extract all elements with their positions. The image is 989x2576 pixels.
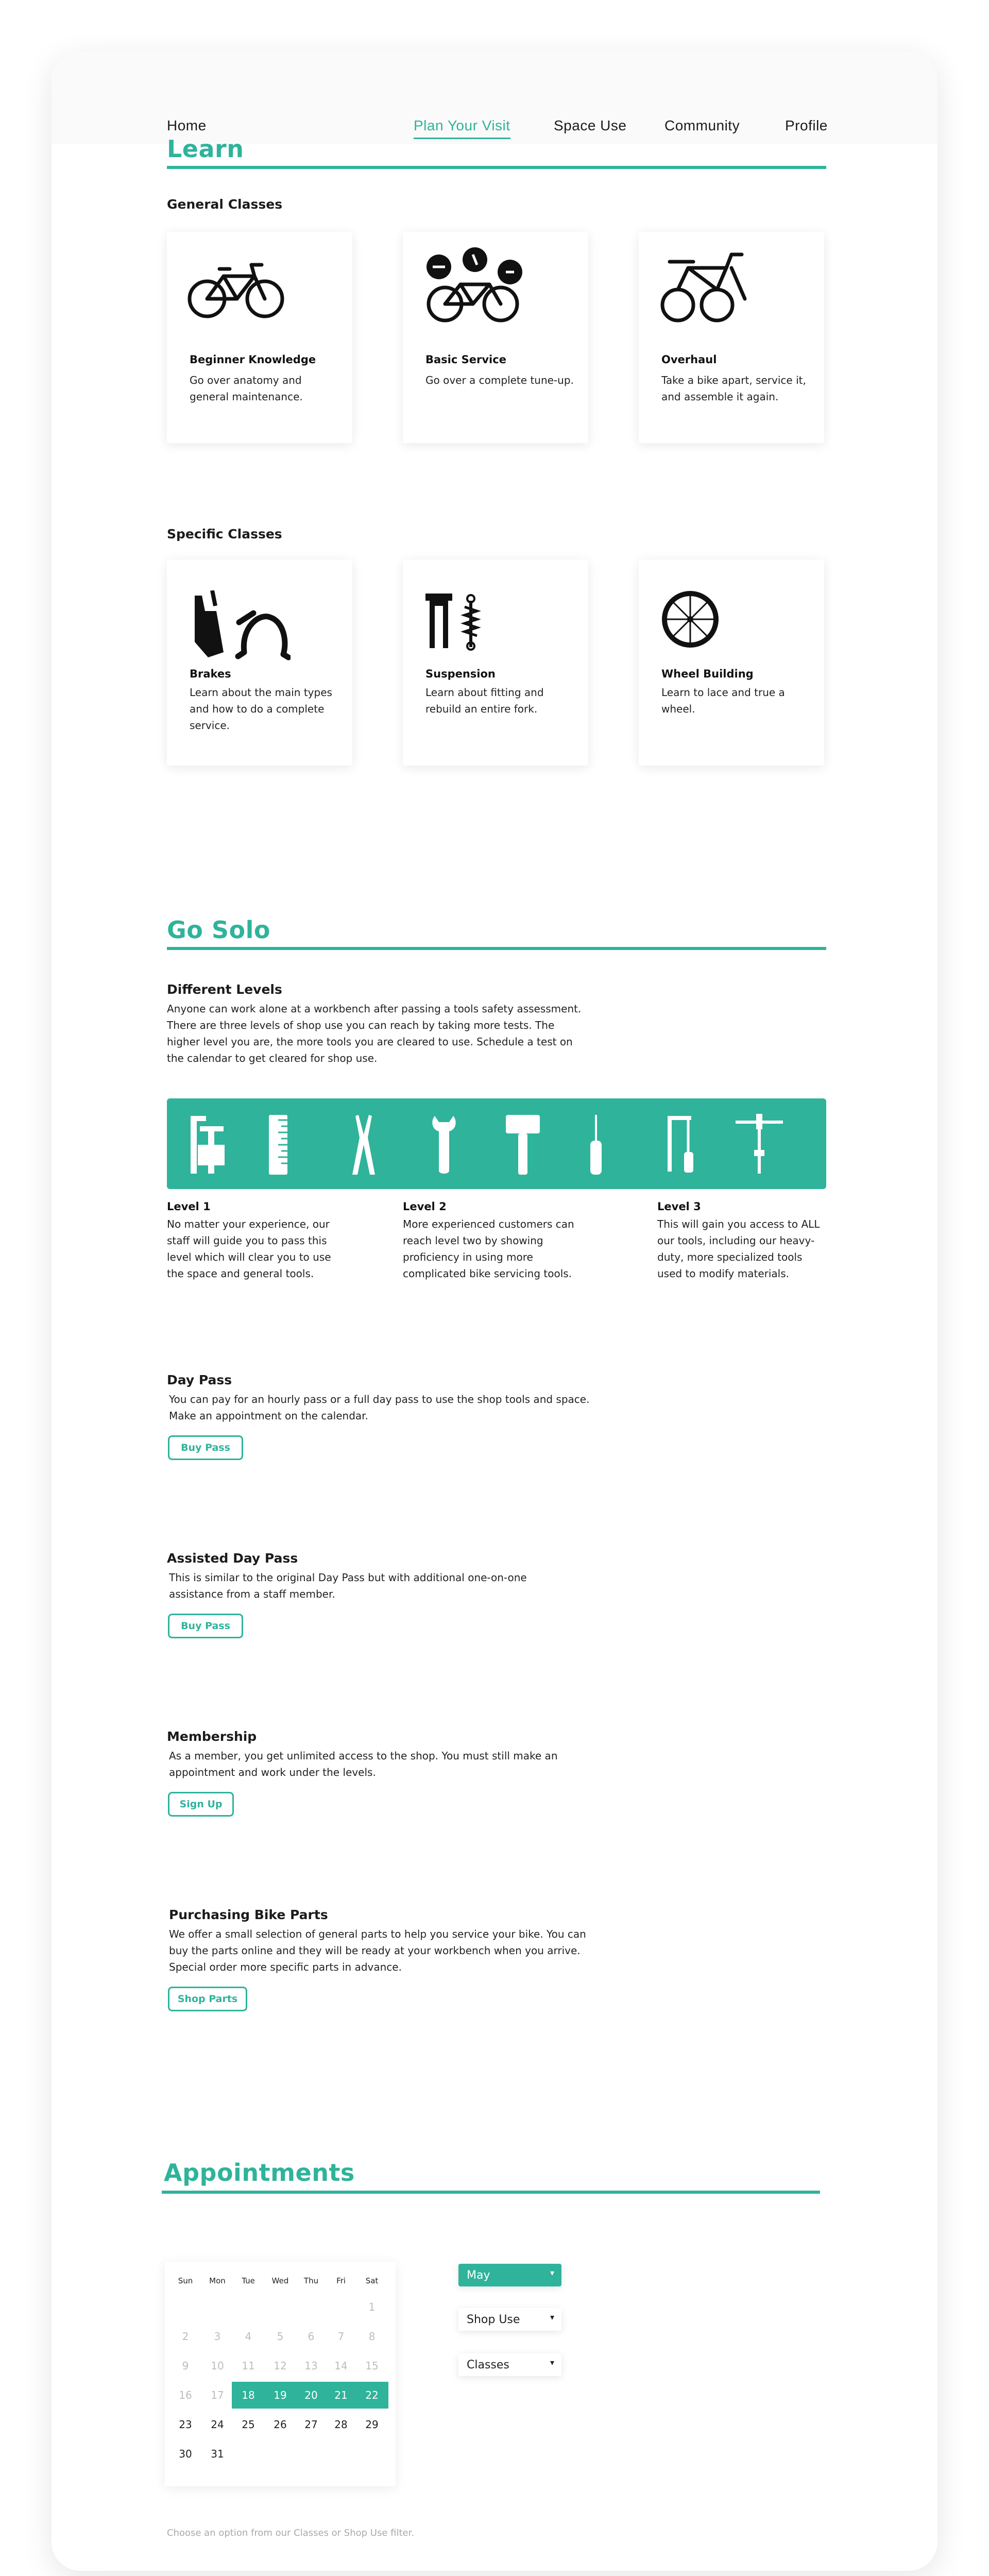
calendar-day[interactable]: 2 xyxy=(182,2330,189,2343)
calendar-day[interactable]: 8 xyxy=(368,2330,376,2343)
calendar-day[interactable]: 3 xyxy=(214,2330,221,2343)
calendar-day[interactable]: 18 xyxy=(232,2382,265,2409)
calendar-day[interactable]: 31 xyxy=(211,2448,224,2460)
active-tab-underline xyxy=(414,138,510,139)
weekday-label: Wed xyxy=(271,2276,289,2285)
appointments-rule xyxy=(162,2191,820,2194)
month-select-value: May xyxy=(467,2268,490,2282)
calendar-day[interactable]: 13 xyxy=(304,2360,318,2372)
bicycle-icon xyxy=(187,258,285,319)
assisted-day-pass-heading: Assisted Day Pass xyxy=(167,1551,298,1566)
level-title: Level 1 xyxy=(167,1200,211,1213)
screwdriver-icon xyxy=(588,1114,604,1176)
bike-parts-text: We offer a small selection of general parts to help you service your bike. You can buy the parts online and they will be ready at your workbench when you arrive. Special order more specific parts in advance. xyxy=(169,1928,586,1973)
card-description: Learn to lace and true a wheel. xyxy=(661,686,785,715)
calendar-day[interactable]: 24 xyxy=(211,2418,224,2431)
membership-text: As a member, you get unlimited access to the shop. You must still make an appointment and work under the levels. xyxy=(169,1750,558,1778)
class-card-overhaul[interactable] xyxy=(639,232,824,443)
level-1 xyxy=(167,1200,342,1282)
calendar-day[interactable]: 12 xyxy=(274,2360,287,2372)
different-levels-heading: Different Levels xyxy=(167,982,282,997)
nav-space-use[interactable]: Space Use xyxy=(554,117,627,133)
level-description: This will gain you access to ALL our tools, including our heavy-duty, more specialized tools used to modify materials. xyxy=(657,1218,820,1280)
hacksaw-icon xyxy=(664,1114,695,1176)
bike-frame-icon xyxy=(659,247,752,325)
nav-community[interactable]: Community xyxy=(664,117,740,133)
mallet-icon xyxy=(505,1114,541,1176)
calendar-day[interactable]: 20 xyxy=(295,2382,328,2409)
wheel-icon xyxy=(659,588,721,650)
calendar-day[interactable]: 6 xyxy=(308,2330,315,2343)
general-classes-heading: General Classes xyxy=(167,197,283,212)
card-title: Overhaul xyxy=(661,353,717,366)
specific-classes-heading: Specific Classes xyxy=(167,527,282,541)
chevron-down-icon: ▾ xyxy=(550,2312,554,2322)
weekday-label: Tue xyxy=(242,2276,255,2285)
calendar-day[interactable]: 10 xyxy=(211,2360,224,2372)
nav-plan-your-visit[interactable] xyxy=(414,117,510,134)
card-title: Basic Service xyxy=(425,353,506,366)
level-description: More experienced customers can reach level two by showing proficiency in using more complicated bike servicing tools. xyxy=(403,1218,574,1280)
truing-tool-icon xyxy=(734,1114,785,1176)
calendar-day[interactable]: 11 xyxy=(242,2360,255,2372)
bike-parts-heading: Purchasing Bike Parts xyxy=(169,1907,328,1922)
shop-use-select[interactable] xyxy=(458,2308,561,2331)
classes-select-value: Classes xyxy=(467,2358,509,2371)
appointments-note: Choose an option from our Classes or Shop Use filter. xyxy=(167,2528,415,2538)
calendar xyxy=(165,2262,396,2486)
calendar-day[interactable]: 21 xyxy=(325,2382,357,2409)
calendar-day[interactable]: 14 xyxy=(334,2360,348,2372)
calendar-day[interactable]: 5 xyxy=(277,2330,284,2343)
weekday-label: Sun xyxy=(178,2276,193,2285)
calendar-day[interactable]: 28 xyxy=(334,2418,348,2431)
weekday-label: Sat xyxy=(365,2276,379,2285)
calendar-day[interactable]: 17 xyxy=(211,2389,224,2401)
calendar-day[interactable]: 4 xyxy=(245,2330,252,2343)
bicycle-service-icon xyxy=(423,247,526,325)
tools-banner xyxy=(167,1098,826,1189)
level-title: Level 2 xyxy=(403,1200,447,1213)
go-solo-title: Go Solo xyxy=(167,916,270,944)
hex-keys-icon xyxy=(187,1114,227,1176)
calendar-day[interactable]: 1 xyxy=(368,2301,376,2313)
class-card-suspension[interactable] xyxy=(403,560,588,766)
class-card-brakes[interactable] xyxy=(167,560,352,766)
shop-use-select-value: Shop Use xyxy=(467,2313,520,2326)
calendar-day[interactable]: 9 xyxy=(182,2360,189,2372)
card-title: Suspension xyxy=(425,668,496,680)
weekday-label: Fri xyxy=(336,2276,346,2285)
top-navigation xyxy=(52,52,937,144)
card-title: Beginner Knowledge xyxy=(190,353,316,366)
calendar-day[interactable]: 7 xyxy=(337,2330,345,2343)
page-container xyxy=(52,52,937,2571)
class-card-beginner[interactable] xyxy=(167,232,352,443)
buy-assisted-pass-button[interactable]: Buy Pass xyxy=(168,1614,243,1638)
day-pass-text: You can pay for an hourly pass or a full day pass to use the shop tools and space. Make an appointment on the calendar. xyxy=(169,1393,590,1422)
card-title: Brakes xyxy=(190,668,231,680)
calendar-day[interactable]: 27 xyxy=(304,2418,318,2431)
calendar-day[interactable]: 22 xyxy=(355,2382,388,2409)
class-card-wheel-building[interactable] xyxy=(639,560,824,766)
weekday-label: Thu xyxy=(303,2276,319,2285)
go-solo-rule xyxy=(167,947,826,950)
assisted-day-pass-text: This is similar to the original Day Pass but with additional one-on-one assistance from a staff member. xyxy=(169,1571,527,1600)
brakes-icon xyxy=(187,590,291,663)
calendar-day[interactable]: 30 xyxy=(179,2448,192,2460)
card-description: Go over a complete tune-up. xyxy=(425,374,574,386)
card-description: Learn about fitting and rebuild an entire fork. xyxy=(425,686,544,715)
nav-plan-your-visit-label: Plan Your Visit xyxy=(414,117,510,133)
level-3 xyxy=(657,1200,826,1282)
shop-parts-button[interactable]: Shop Parts xyxy=(168,1987,247,2011)
calendar-day[interactable]: 15 xyxy=(365,2360,379,2372)
sign-up-button[interactable]: Sign Up xyxy=(168,1792,234,1817)
buy-day-pass-button[interactable]: Buy Pass xyxy=(168,1435,243,1460)
card-description: Go over anatomy and general maintenance. xyxy=(190,374,303,403)
card-description: Take a bike apart, service it, and assemble it again. xyxy=(661,374,806,403)
membership-heading: Membership xyxy=(167,1729,257,1744)
level-description: No matter your experience, our staff will guide you to pass this level which will clear you to use the space and general tools. xyxy=(167,1218,331,1280)
calendar-day[interactable]: 16 xyxy=(179,2389,192,2401)
learn-title: Learn xyxy=(167,135,244,163)
level-title: Level 3 xyxy=(657,1200,701,1213)
appointments-title: Appointments xyxy=(164,2159,355,2187)
classes-select[interactable] xyxy=(458,2353,561,2376)
chevron-down-icon: ▾ xyxy=(550,2358,554,2367)
chevron-down-icon: ▾ xyxy=(550,2268,554,2278)
pliers-icon xyxy=(348,1114,379,1176)
level-2 xyxy=(403,1200,578,1282)
nav-home[interactable]: Home xyxy=(167,117,207,133)
card-description: Learn about the main types and how to do a complete service. xyxy=(190,686,332,732)
calendar-day[interactable]: 19 xyxy=(264,2382,297,2409)
class-card-basic-service[interactable] xyxy=(403,232,588,443)
month-select[interactable] xyxy=(458,2264,561,2286)
different-levels-text: Anyone can work alone at a workbench after passing a tools safety assessment. There are three levels of shop use you can reach by taking more tests. The higher level you are, the more tools you are cleared to use. Schedule a test on the calendar to get cleared for shop use. xyxy=(167,1003,582,1064)
weekday-label: Mon xyxy=(209,2276,226,2285)
day-pass-heading: Day Pass xyxy=(167,1372,232,1387)
suspension-icon xyxy=(423,590,485,652)
calendar-day[interactable]: 25 xyxy=(242,2418,255,2431)
calendar-day[interactable]: 23 xyxy=(179,2418,192,2431)
learn-rule xyxy=(167,166,826,169)
ruler-icon xyxy=(268,1114,288,1176)
calendar-day[interactable]: 26 xyxy=(274,2418,287,2431)
wrench-icon xyxy=(429,1114,459,1176)
calendar-day[interactable]: 29 xyxy=(365,2418,379,2431)
nav-profile[interactable]: Profile xyxy=(785,117,828,133)
card-title: Wheel Building xyxy=(661,668,754,680)
